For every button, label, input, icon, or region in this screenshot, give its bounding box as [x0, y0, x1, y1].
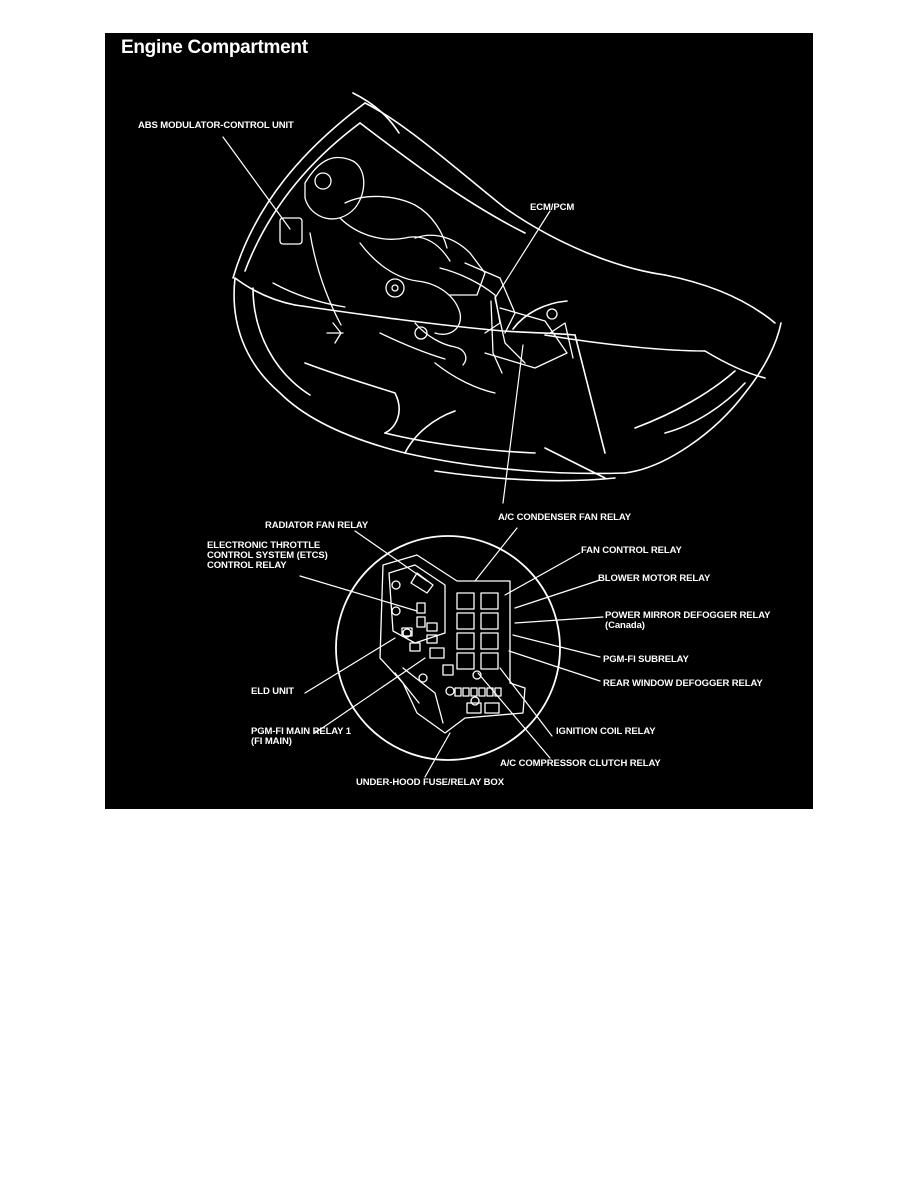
etcs-line-3: CONTROL RELAY: [207, 560, 287, 571]
etcs-line-1: ELECTRONIC THROTTLE: [207, 540, 321, 551]
power-mirror-line-1: POWER MIRROR DEFOGGER RELAY: [605, 610, 771, 621]
label-ac-condenser-fan-relay: A/C CONDENSER FAN RELAY: [498, 512, 632, 523]
label-ignition-coil-relay: IGNITION COIL RELAY: [556, 726, 656, 737]
engine-compartment-diagram: [105, 33, 813, 809]
etcs-line-2: CONTROL SYSTEM (ETCS): [207, 550, 328, 561]
label-radiator-fan-relay: RADIATOR FAN RELAY: [265, 520, 369, 531]
label-ac-compressor-clutch-relay: A/C COMPRESSOR CLUTCH RELAY: [500, 758, 661, 769]
hood-outline: [233, 93, 665, 278]
label-eld-unit: ELD UNIT: [251, 686, 295, 697]
label-fan-control-relay: FAN CONTROL RELAY: [581, 545, 682, 556]
label-rear-window-defogger-relay: REAR WINDOW DEFOGGER RELAY: [603, 678, 763, 689]
pgm-fi-main-line-2: (FI MAIN): [251, 736, 292, 747]
fuse-box-inset-circle: [336, 536, 560, 760]
label-pgm-fi-subrelay: PGM-FI SUBRELAY: [603, 654, 689, 665]
under-hood-fuse-relay-box: [380, 555, 525, 733]
pgm-fi-main-line-1: PGM-FI MAIN RELAY 1: [251, 726, 351, 737]
label-abs-modulator: ABS MODULATOR-CONTROL UNIT: [138, 120, 294, 131]
label-blower-motor-relay: BLOWER MOTOR RELAY: [598, 573, 711, 584]
label-etcs-control-relay: [207, 541, 328, 571]
diagram-title: Engine Compartment: [121, 37, 308, 58]
label-ecm-pcm: ECM/PCM: [530, 202, 575, 213]
car-body-outline: [234, 275, 781, 481]
diagram-artwork: [105, 33, 813, 809]
label-power-mirror-defogger-relay: [605, 611, 770, 631]
engine-components: [273, 157, 573, 393]
label-pgm-fi-main-relay: [251, 727, 351, 747]
label-under-hood-fuse-relay-box: UNDER-HOOD FUSE/RELAY BOX: [356, 777, 504, 788]
power-mirror-line-2: (Canada): [605, 620, 645, 631]
